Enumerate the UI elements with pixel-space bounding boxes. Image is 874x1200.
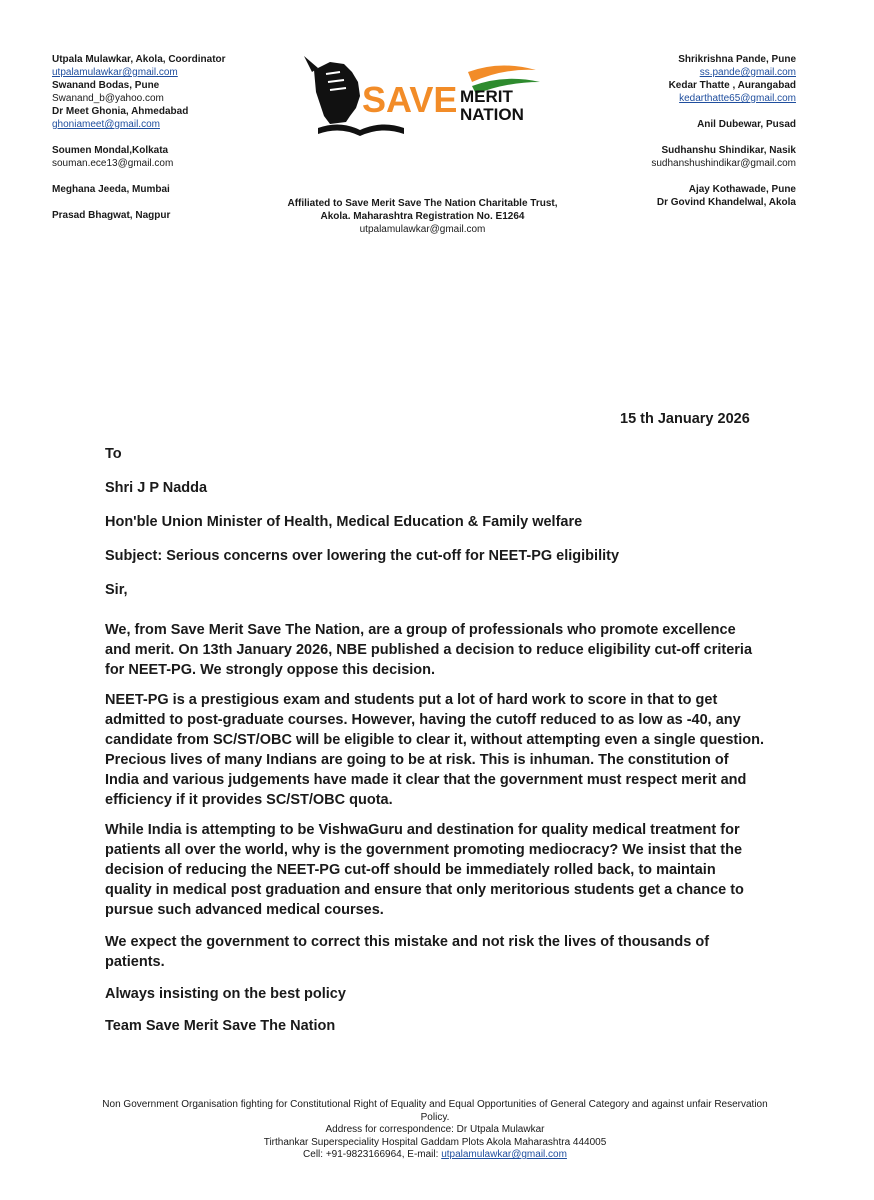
affiliation-line-2: Akola. Maharashtra Registration No. E1264 (320, 211, 525, 222)
member-email-link[interactable]: kedarthatte65@gmail.com (679, 93, 796, 104)
logo-word-nation: NATION (460, 105, 524, 124)
footer (95, 1099, 775, 1162)
member-name: Dr Meet Ghonia, Ahmedabad (52, 106, 189, 117)
member-email-link[interactable]: ss.pande@gmail.com (699, 67, 796, 78)
coordinator-name: Utpala Mulawkar, Akola, Coordinator (52, 54, 226, 65)
member-name: Soumen Mondal,Kolkata (52, 145, 169, 156)
letter-closing: Always insisting on the best policy (105, 986, 346, 1002)
member-email-link[interactable]: ghoniameet@gmail.com (52, 119, 160, 130)
member-name: Prasad Bhagwat, Nagpur (52, 210, 171, 221)
logo-word-save: SAVE (362, 79, 458, 120)
save-merit-nation-logo (300, 52, 550, 140)
affiliation-email: utpalamulawkar@gmail.com (359, 224, 486, 235)
letter-signature: Team Save Merit Save The Nation (105, 1018, 336, 1034)
letter-salutation: Sir, (105, 582, 128, 598)
member-name: Shrikrishna Pande, Pune (678, 54, 796, 65)
letter-paragraph: While India is attempting to be VishwaGuru and destination for quality medical treatment for patients all over the world, why is the government promoting mediocracy? We insist that the decision of reducing the NEET-PG cut-off should be immediately rolled back, to maintain quality in medical post graduation and ensure that only meritorious students get a chance to pursue such advanced medical courses. (105, 822, 744, 918)
member-name: Dr Govind Khandelwal, Akola (656, 197, 796, 208)
footer-address: Tirthankar Superspeciality Hospital Gaddam Plots Akola Maharashtra 444005 (263, 1136, 607, 1148)
header-left-members (52, 53, 282, 222)
member-name: Anil Dubewar, Pusad (697, 119, 796, 130)
letter-to: To (105, 446, 122, 462)
member-name: Meghana Jeeda, Mumbai (52, 184, 170, 195)
footer-contact (95, 1149, 775, 1162)
open-book-icon (318, 124, 404, 136)
footer-mission: Non Government Organisation fighting for Constitutional Right of Equality and Equal Opportunities of General Category and against unfair Reservation Policy. (102, 1099, 768, 1123)
recipient-name: Shri J P Nadda (105, 480, 208, 496)
member-name: Swanand Bodas, Pune (52, 80, 160, 91)
affiliation-line-1: Affiliated to Save Merit Save The Nation Charitable Trust, (287, 198, 558, 209)
logo-word-merit: MERIT (460, 87, 513, 106)
affiliation-block (260, 197, 585, 236)
letter-date: 15 th January 2026 (620, 411, 750, 427)
coordinator-email-link[interactable]: utpalamulawkar@gmail.com (52, 67, 178, 78)
footer-address-label: Address for correspondence: Dr Utpala Mulawkar (325, 1124, 545, 1135)
logo-graphic (300, 52, 550, 140)
member-name: Kedar Thatte , Aurangabad (668, 80, 796, 91)
recipient-title: Hon'ble Union Minister of Health, Medical Education & Family welfare (105, 514, 583, 530)
raised-fist-icon (314, 62, 360, 124)
letter-paragraph: NEET-PG is a prestigious exam and students put a lot of hard work to score in that to get admitted to post-graduate courses. However, having the cutoff reduced to as low as -40, any candidate from SC/ST/OBC will be eligible to clear it, without attempting even a single question. Precious lives of many Indians are going to be at risk. This is inhuman. The constitution of India and various judgements have made it clear that the government must respect merit and efficiency if it provides SC/ST/OBC quota. (105, 692, 765, 808)
member-name: Sudhanshu Shindikar, Nasik (661, 145, 796, 156)
letter-paragraph: We, from Save Merit Save The Nation, are a group of professionals who promote excellence and merit. On 13th January 2026, NBE published a decision to reduce eligibility cut-off criteria for NEET-PG. We strongly oppose this decision. (105, 622, 753, 678)
letter-paragraph: We expect the government to correct this mistake and not risk the lives of thousands of patients. (105, 934, 710, 970)
member-name: Ajay Kothawade, Pune (688, 184, 796, 195)
member-email: souman.ece13@gmail.com (52, 158, 174, 169)
member-email: Swanand_b@yahoo.com (52, 93, 164, 104)
footer-phone: Cell: +91-9823166964, E-mail: (303, 1149, 442, 1160)
member-email: sudhanshushindikar@gmail.com (651, 158, 796, 169)
header-right-members (566, 53, 796, 209)
footer-email-link[interactable]: utpalamulawkar@gmail.com (441, 1149, 567, 1160)
letter-subject: Subject: Serious concerns over lowering the cut-off for NEET-PG eligibility (105, 548, 620, 564)
letter-body (105, 444, 765, 1036)
